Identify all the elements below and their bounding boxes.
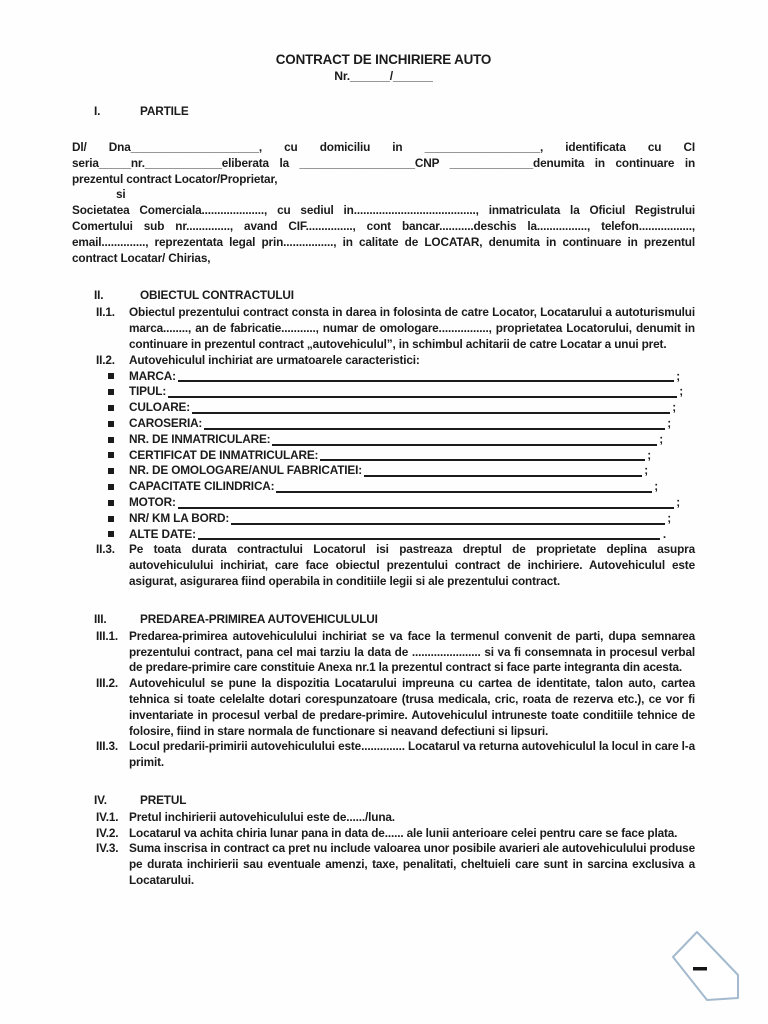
spec-row-tipul [72,384,683,400]
spec-row-marca [72,369,680,385]
blank-fill-line [320,459,645,461]
spec-row-km-bord [72,511,671,527]
blank-fill-line [178,507,674,509]
spec-terminator: ; [676,368,680,383]
bullet-square-icon [108,384,129,400]
spec-label: CAPACITATE CILINDRICA: [129,479,275,494]
section-number: IV. [94,792,107,807]
blank-fill-line [192,412,670,414]
clause-number: II.3. [96,542,115,557]
bullet-square-icon [108,479,129,495]
spec-label: NR. DE OMOLOGARE/ANUL FABRICATIEI: [129,463,363,478]
clause-ii-2 [72,353,695,369]
bullet-square-icon [108,495,129,511]
blank-fill-line [198,538,660,540]
section-title: PARTILE [140,104,189,118]
clause-number: III.2. [96,676,119,691]
spec-row-omologare [72,463,648,479]
party-locator-paragraph: Dl/ Dna____________________, cu domiciliu in __________________, identificata cu CI seria_____nr.____________eliberata la __________________CNP _____________denumita in continuare in prezentul contract Locator/Proprietar, [72,140,695,186]
spec-row-alte-date [72,527,666,543]
spec-terminator: ; [654,479,658,494]
bullet-square-icon [108,448,129,464]
section-number: II. [94,288,104,303]
spec-terminator: ; [672,400,676,415]
clause-number: IV.1. [96,809,119,824]
pentagon-outline [673,932,738,1000]
clause-text: Locul predarii-primirii autovehiculului este.............. Locatarul va returna autovehiculul la locul in care l-a primit. [129,739,695,770]
section-title: PREDAREA-PRIMIREA AUTOVEHICULULUI [140,611,378,626]
vehicle-spec-list [72,369,695,543]
spec-label: NR/ KM LA BORD: [129,510,230,525]
clause-text: Autovehiculul se pune la dispozitia Locatarului impreuna cu cartea de identitate, talon auto, cartea tehnica si toate celelalte dotari corespunzatoare (trusa medicala, cric, roata de rezerva etc.), ce vor fi inventariate in procesul verbal de predare-primire. Autovehiculul intruneste toate conditiile tehnice de folosire, fiind in stare normala de functionare si neavand defectiuni si lipsuri. [129,676,695,738]
blank-fill-line [168,396,677,398]
blank-fill-line [276,491,652,493]
blank-fill-line [204,428,665,430]
clause-number: III.3. [96,739,119,754]
clause-iv-2 [72,826,695,842]
clause-ii-3 [72,542,695,589]
section-title: PRETUL [140,792,187,807]
bullet-square-icon [108,416,129,432]
blank-fill-line [231,523,665,525]
and-connector: si [116,187,126,202]
spec-terminator: ; [644,463,648,478]
clause-number: III.1. [96,628,119,643]
dash-mark [693,967,707,971]
spec-row-caroseria [72,416,671,432]
clause-iv-3 [72,841,695,888]
spec-label: MOTOR: [129,494,176,509]
spec-label: NR. DE INMATRICULARE: [129,431,271,446]
clause-text: Predarea-primirea autovehiculului inchiriat se va face la termenul convenit de parti, dupa semnarea prezentului contract, pana cel mai tarziu la data de ...................... si va fi consemnata in procesul verbal de predare-primire care constituie Anexa nr.1 la prezentul contract si face parte integranta din acesta. [129,628,695,675]
section-heading-price [72,792,695,808]
clause-iii-1 [72,629,695,676]
spec-terminator: ; [647,447,651,462]
spec-terminator: ; [667,510,671,525]
section-heading-object [72,287,695,303]
spec-terminator: ; [659,431,663,446]
clause-iii-3 [72,739,695,771]
spec-row-certificat [72,448,651,464]
spec-label: CERTIFICAT DE INMATRICULARE: [129,447,319,462]
section-number: III. [94,611,107,626]
clause-text: Pretul inchirierii autovehiculului este de....../luna. [129,809,395,824]
section-title: OBIECTUL CONTRACTULUI [140,288,294,303]
spec-row-nr-inmatriculare [72,432,663,448]
spec-label: CAROSERIA: [129,415,203,430]
spec-label: ALTE DATE: [129,526,196,541]
spec-terminator: ; [667,415,671,430]
clause-number: II.2. [96,352,115,367]
page-corner-pentagon-shape [660,925,752,1007]
clause-text: Locatarul va achita chiria lunar pana in data de...... ale lunii anterioare celei pentru care se face plata. [129,825,678,840]
contract-number-line: Nr.______/______ [334,69,433,83]
section-number: I. [94,104,101,118]
spec-label: CULOARE: [129,400,191,415]
clause-text: Suma inscrisa in contract ca pret nu include valoarea unor posibile avarieri ale autovehiculului produse pe durata inchirierii sau eventuale amenzi, taxe, penalitati, cheltuieli care sunt in sarcina exclusiva a Locatarului. [129,841,695,888]
clause-iii-2 [72,676,695,739]
spec-row-capacitate [72,479,658,495]
spec-terminator: ; [676,494,680,509]
spec-terminator: ; [679,384,683,399]
spec-label: TIPUL: [129,384,167,399]
clause-text: Autovehiculul inchiriat are urmatoarele caracteristici: [129,352,420,367]
document-title: CONTRACT DE INCHIRIERE AUTO [275,52,492,67]
blank-fill-line [178,380,674,382]
bullet-square-icon [108,400,129,416]
party-locatar-paragraph: Societatea Comerciala...................., cu sediul in......................................., inmatriculata la Oficiul Registrului Comertului sub nr.............., avand CIF..............., cont bancar...........deschis la................, telefon................., email.............., reprezentata legal prin................, in calitate de LOCATAR, denumita in continuare in prezentul contract Locatar/ Chirias, [72,203,695,265]
clause-iv-1 [72,810,695,826]
clause-ii-1 [72,305,695,352]
blank-fill-line [272,444,657,446]
bullet-square-icon [108,527,129,543]
clause-text: Obiectul prezentului contract consta in darea in folosinta de catre Locator, Locatarului a autoturismului marca........, an de fabricatie..........., numar de omologare................, proprietatea Locatorului, denumit in continuare in prezentul contract „autovehiculul”, in schimbul achitarii de catre Locatar a unui pret. [129,305,695,351]
clause-number: IV.2. [96,825,119,840]
bullet-square-icon [108,511,129,527]
clause-number: IV.3. [96,841,119,856]
bullet-square-icon [108,432,129,448]
bullet-square-icon [108,463,129,479]
clause-number: II.1. [96,305,115,320]
section-heading-parties [72,103,695,119]
spec-terminator: . [662,526,666,541]
bullet-square-icon [108,369,129,385]
spec-row-motor [72,495,680,511]
blank-fill-line [364,475,642,477]
section-heading-handover [72,611,695,627]
spec-label: MARCA: [129,368,176,383]
spec-row-culoare [72,400,676,416]
clause-text: Pe toata durata contractului Locatorul isi pastreaza dreptul de proprietate deplina asupra autovehiculului inchiriat, care face obiectul prezentului contract de inchiriere. Autovehiculul este asigurat, asigurarea fiind operabila in conditiile legii si ale prezentului contract. [129,542,695,588]
